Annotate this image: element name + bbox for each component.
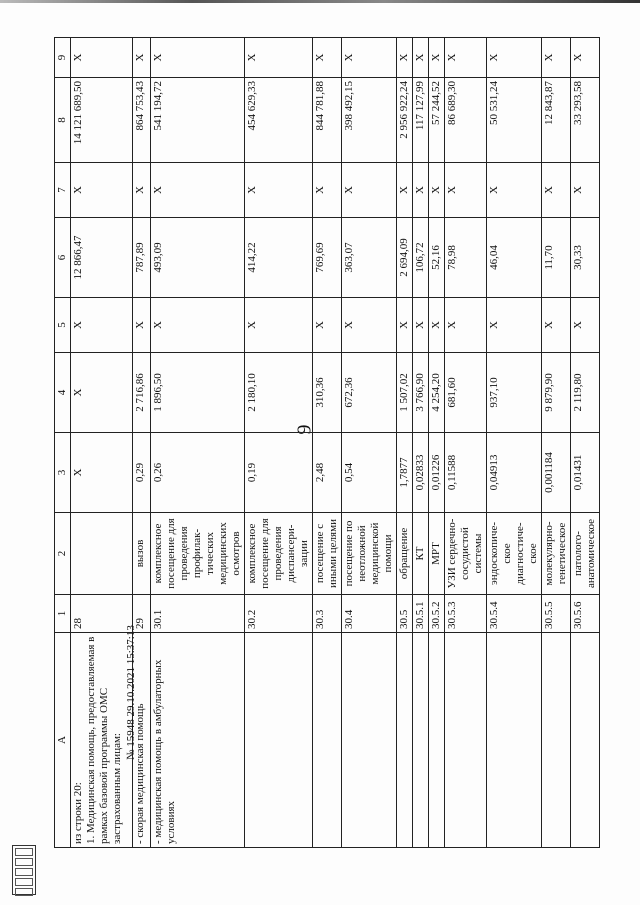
total-cost: 14 121 689,50 [71,78,133,163]
table-row [542,38,571,848]
column-header: 3 [55,433,71,513]
col7-value: X [245,163,313,218]
col5-value: X [342,298,397,353]
row-label [542,633,571,848]
unit-of-measure: комплексное посещение для проведения диспансери-зации [245,513,313,595]
per-capita-norm: 106,72 [413,218,429,298]
cost-per-unit: 2 716,86 [133,353,151,433]
cost-per-unit: 681,60 [445,353,487,433]
table-body [71,38,600,848]
col5-value: X [542,298,571,353]
unit-of-measure: МРТ [429,513,445,595]
col9-value: X [397,38,413,78]
per-capita-norm: 78,98 [445,218,487,298]
total-cost: 541 194,72 [151,78,245,163]
row-number: 30.5.3 [445,595,487,633]
scan-edge [0,0,640,3]
per-capita-norm: 414,22 [245,218,313,298]
col7-value: X [71,163,133,218]
unit-of-measure: комплексное посещение для проведения профилак-тических медицинских осмотров [151,513,245,595]
total-cost: 117 127,99 [413,78,429,163]
cost-per-unit: X [71,353,133,433]
per-capita-norm: 46,04 [487,218,542,298]
total-cost: 454 629,33 [245,78,313,163]
col9-value: X [413,38,429,78]
col5-value: X [487,298,542,353]
unit-of-measure: эндоскопиче-ское диагностиче-ское [487,513,542,595]
col9-value: X [487,38,542,78]
col9-value: X [133,38,151,78]
col5-value: X [313,298,342,353]
row-label [313,633,342,848]
col7-value: X [429,163,445,218]
column-header: 4 [55,353,71,433]
col9-value: X [313,38,342,78]
per-capita-norm: 12 866,47 [71,218,133,298]
row-label: из строки 20: 1. Медицинская помощь, предоставляемая в рамках базовой программы ОМС застрахованным лицам: [71,633,133,848]
col9-value: X [445,38,487,78]
row-label: - скорая медицинская помощь [133,633,151,848]
table-row [413,38,429,848]
cost-per-unit: 9 879,90 [542,353,571,433]
per-capita-norm: 2 694,09 [397,218,413,298]
col7-value: X [342,163,397,218]
row-label [487,633,542,848]
col9-value: X [342,38,397,78]
volume-value: 2,48 [313,433,342,513]
total-cost: 50 531,24 [487,78,542,163]
page-number: 9 [293,424,316,435]
total-cost: 33 293,58 [571,78,600,163]
col7-value: X [313,163,342,218]
volume-value: 0,01226 [429,433,445,513]
row-label [342,633,397,848]
row-number: 30.5.5 [542,595,571,633]
column-header: 8 [55,78,71,163]
per-capita-norm: 769,69 [313,218,342,298]
col5-value: X [445,298,487,353]
unit-of-measure: посещение с иными целями [313,513,342,595]
col9-value: X [71,38,133,78]
row-number: 30.1 [151,595,245,633]
row-number: 30.5.1 [413,595,429,633]
column-header: 9 [55,38,71,78]
total-cost: 86 689,30 [445,78,487,163]
cost-per-unit: 310,36 [313,353,342,433]
volume-value: X [71,433,133,513]
col5-value: X [133,298,151,353]
total-cost: 12 843,87 [542,78,571,163]
col5-value: X [429,298,445,353]
row-number: 30.5.6 [571,595,600,633]
per-capita-norm: 363,07 [342,218,397,298]
per-capita-norm: 30,33 [571,218,600,298]
row-number: 30.5.4 [487,595,542,633]
col7-value: X [151,163,245,218]
col7-value: X [571,163,600,218]
row-label [397,633,413,848]
table-row [397,38,413,848]
col7-value: X [133,163,151,218]
cost-per-unit: 672,36 [342,353,397,433]
per-capita-norm: 52,16 [429,218,445,298]
column-header: 2 [55,513,71,595]
header-row [55,38,71,848]
row-label: - медицинская помощь в амбулаторных условиях [151,633,245,848]
volume-value: 0,26 [151,433,245,513]
row-number: 30.3 [313,595,342,633]
unit-of-measure: посещение по неотложной медицинской помощи [342,513,397,595]
cost-per-unit: 2 119,80 [571,353,600,433]
per-capita-norm: 493,09 [151,218,245,298]
row-number: 30.5 [397,595,413,633]
col9-value: X [542,38,571,78]
col9-value: X [245,38,313,78]
col9-value: X [571,38,600,78]
row-label [429,633,445,848]
unit-of-measure: КТ [413,513,429,595]
total-cost: 844 781,88 [313,78,342,163]
cost-per-unit: 1 896,50 [151,353,245,433]
table-row [151,38,245,848]
unit-of-measure: молекулярно-генетическое [542,513,571,595]
registration-stamp-text: № 15948 29.10.2021 15:37:13 [125,625,137,760]
volume-value: 0,01431 [571,433,600,513]
cost-per-unit: 4 254,20 [429,353,445,433]
col7-value: X [413,163,429,218]
row-number: 30.5.2 [429,595,445,633]
row-label [571,633,600,848]
col9-value: X [151,38,245,78]
total-cost: 864 753,43 [133,78,151,163]
table-row [342,38,397,848]
volume-value: 0,54 [342,433,397,513]
cost-per-unit: 937,10 [487,353,542,433]
volume-value: 0,11588 [445,433,487,513]
row-number: 30.4 [342,595,397,633]
volume-value: 0,02833 [413,433,429,513]
volume-value: 0,001184 [542,433,571,513]
col7-value: X [542,163,571,218]
unit-of-measure: УЗИ сердечно-сосудистой системы [445,513,487,595]
table-row [71,38,133,848]
row-label [413,633,429,848]
table-row [487,38,542,848]
row-number: 30.2 [245,595,313,633]
table-row [313,38,342,848]
table-row [571,38,600,848]
col5-value: X [413,298,429,353]
col5-value: X [245,298,313,353]
col9-value: X [429,38,445,78]
col5-value: X [151,298,245,353]
volume-value: 0,04913 [487,433,542,513]
table-row [429,38,445,848]
unit-of-measure: обращение [397,513,413,595]
table-row [245,38,313,848]
total-cost: 57 244,52 [429,78,445,163]
row-label [245,633,313,848]
total-cost: 2 956 922,24 [397,78,413,163]
col7-value: X [487,163,542,218]
total-cost: 398 492,15 [342,78,397,163]
unit-of-measure: вызов [133,513,151,595]
column-header: 1 [55,595,71,633]
unit-of-measure: патолого-анатомическое [571,513,600,595]
volume-value: 0,29 [133,433,151,513]
col5-value: X [571,298,600,353]
table-row [445,38,487,848]
per-capita-norm: 11,70 [542,218,571,298]
col7-value: X [445,163,487,218]
cost-per-unit: 1 507,02 [397,353,413,433]
cost-per-unit: 3 766,90 [413,353,429,433]
row-number: 29 [133,595,151,633]
row-number: 28 [71,595,133,633]
col5-value: X [397,298,413,353]
unit-of-measure [71,513,133,595]
col5-value: X [71,298,133,353]
col7-value: X [397,163,413,218]
column-header: 7 [55,163,71,218]
volume-value: 1,7877 [397,433,413,513]
volume-value: 0,19 [245,433,313,513]
column-header: 5 [55,298,71,353]
column-header: A [55,633,71,848]
per-capita-norm: 787,89 [133,218,151,298]
registration-stamp [12,845,36,895]
cost-per-unit: 2 180,10 [245,353,313,433]
column-header: 6 [55,218,71,298]
row-label [445,633,487,848]
